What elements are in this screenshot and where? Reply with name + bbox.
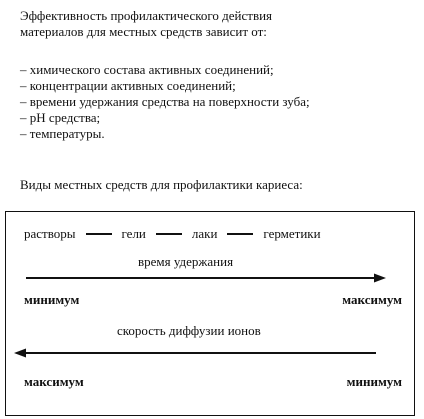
diffusion-max-label: максимум — [24, 374, 84, 389]
dash-separator — [227, 233, 253, 235]
diffusion-label: скорость диффузии ионов — [117, 323, 261, 338]
retention-min-label: минимум — [24, 292, 80, 307]
types-row — [24, 226, 321, 242]
retention-arrow-right — [26, 272, 386, 284]
type-varnishes: лаки — [191, 226, 218, 241]
intro-line: Эффективность профилактического действия — [20, 8, 273, 23]
dash-separator — [156, 233, 182, 235]
type-sealants: герметики — [263, 226, 321, 241]
type-solutions: растворы — [24, 226, 76, 241]
type-gels: гели — [121, 226, 146, 241]
factor-item: – температуры. — [20, 126, 105, 141]
retention-label: время удержания — [138, 254, 234, 269]
intro-line: материалов для местных средств зависит от: — [20, 24, 267, 39]
intro-text — [20, 8, 272, 40]
diffusion-min-label: минимум — [346, 374, 402, 389]
factor-item: – pH средства; — [20, 110, 101, 125]
dash-separator — [86, 233, 112, 235]
factor-item: – времени удержания средства на поверхности зуба; — [20, 94, 310, 109]
retention-max-label: максимум — [342, 292, 402, 307]
factors-list — [20, 62, 310, 142]
diagram-box — [5, 211, 415, 416]
factor-item: – концентрации активных соединений; — [20, 78, 236, 93]
kinds-heading: Виды местных средств для профилактики кариеса: — [20, 177, 303, 192]
factor-item: – химического состава активных соединений; — [20, 62, 274, 77]
diffusion-arrow-left — [14, 347, 376, 359]
